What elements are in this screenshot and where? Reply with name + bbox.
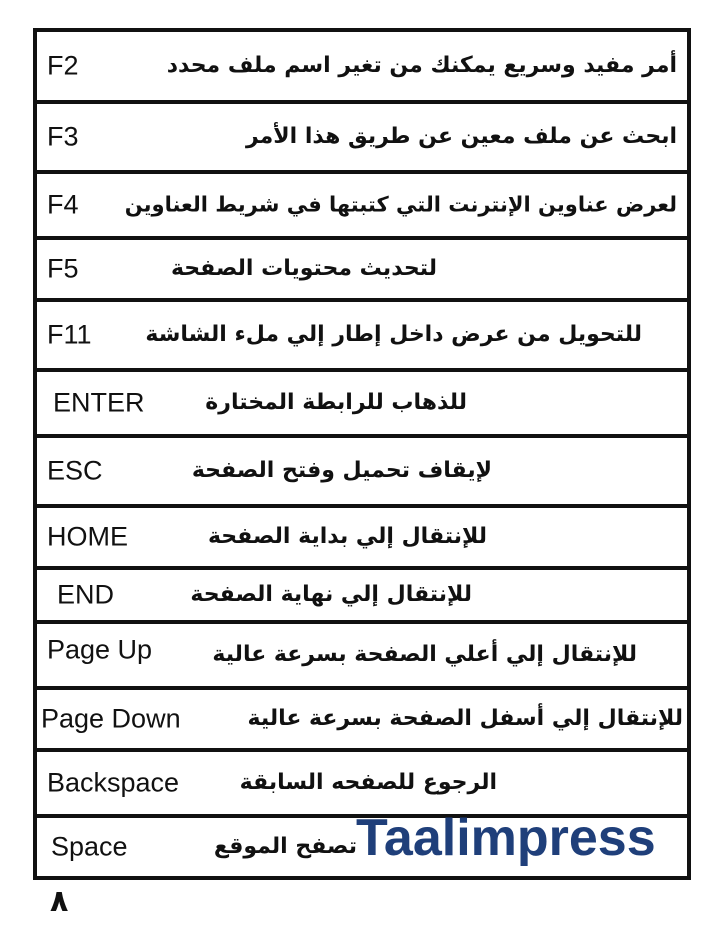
shortcut-key: ESC [47,455,103,486]
shortcut-description: الرجوع للصفحه السابقة [239,770,497,795]
shortcut-description: للإنتقال إلي نهاية الصفحة [190,582,472,607]
page-number: ٨ [50,884,69,919]
shortcut-description: ابحث عن ملف معين عن طريق هذا الأمر [245,124,677,149]
table-row [37,508,687,570]
table-row [37,302,687,372]
shortcut-description: للذهاب للرابطة المختارة [205,390,467,415]
shortcut-key: END [57,579,115,610]
table-row [37,174,687,240]
shortcut-key: ENTER [53,387,145,418]
shortcut-key: Backspace [47,767,180,798]
shortcut-key: Page Down [41,703,181,734]
table-row [37,570,687,624]
shortcut-description: لعرض عناوين الإنترنت التي كتبتها في شريط العناوين [124,192,677,217]
table-row [37,624,687,690]
shortcut-key: HOME [47,521,128,552]
shortcut-description: للتحويل من عرض داخل إطار إلي ملء الشاشة [145,322,642,347]
shortcuts-table [33,28,691,880]
shortcut-description: لتحديث محتويات الصفحة [170,256,437,281]
table-row [37,32,687,104]
shortcut-description: للإنتقال إلي بداية الصفحة [207,524,487,549]
shortcut-key: F11 [47,319,92,350]
table-row [37,690,687,752]
shortcut-description: أمر مفيد وسريع يمكنك من تغير اسم ملف محدد [166,53,677,78]
shortcut-description: للإنتقال إلي أسفل الصفحة بسرعة عالية [247,706,683,731]
shortcut-key: F5 [47,253,79,284]
table-row [37,372,687,438]
shortcut-description: لإيقاف تحميل وفتح الصفحة [191,458,492,483]
shortcut-key: F2 [47,50,79,81]
shortcut-key: F3 [47,121,79,152]
table-row [37,240,687,302]
watermark: Taalimpress [356,809,656,867]
shortcut-key: Page Up [47,634,153,665]
table-row [37,104,687,174]
shortcut-key: Space [51,831,128,862]
shortcut-description: للإنتقال إلي أعلي الصفحة بسرعة عالية [212,642,637,667]
shortcut-description: تصفح الموقع [213,834,357,859]
shortcut-key: F4 [47,189,79,220]
table-row [37,438,687,508]
